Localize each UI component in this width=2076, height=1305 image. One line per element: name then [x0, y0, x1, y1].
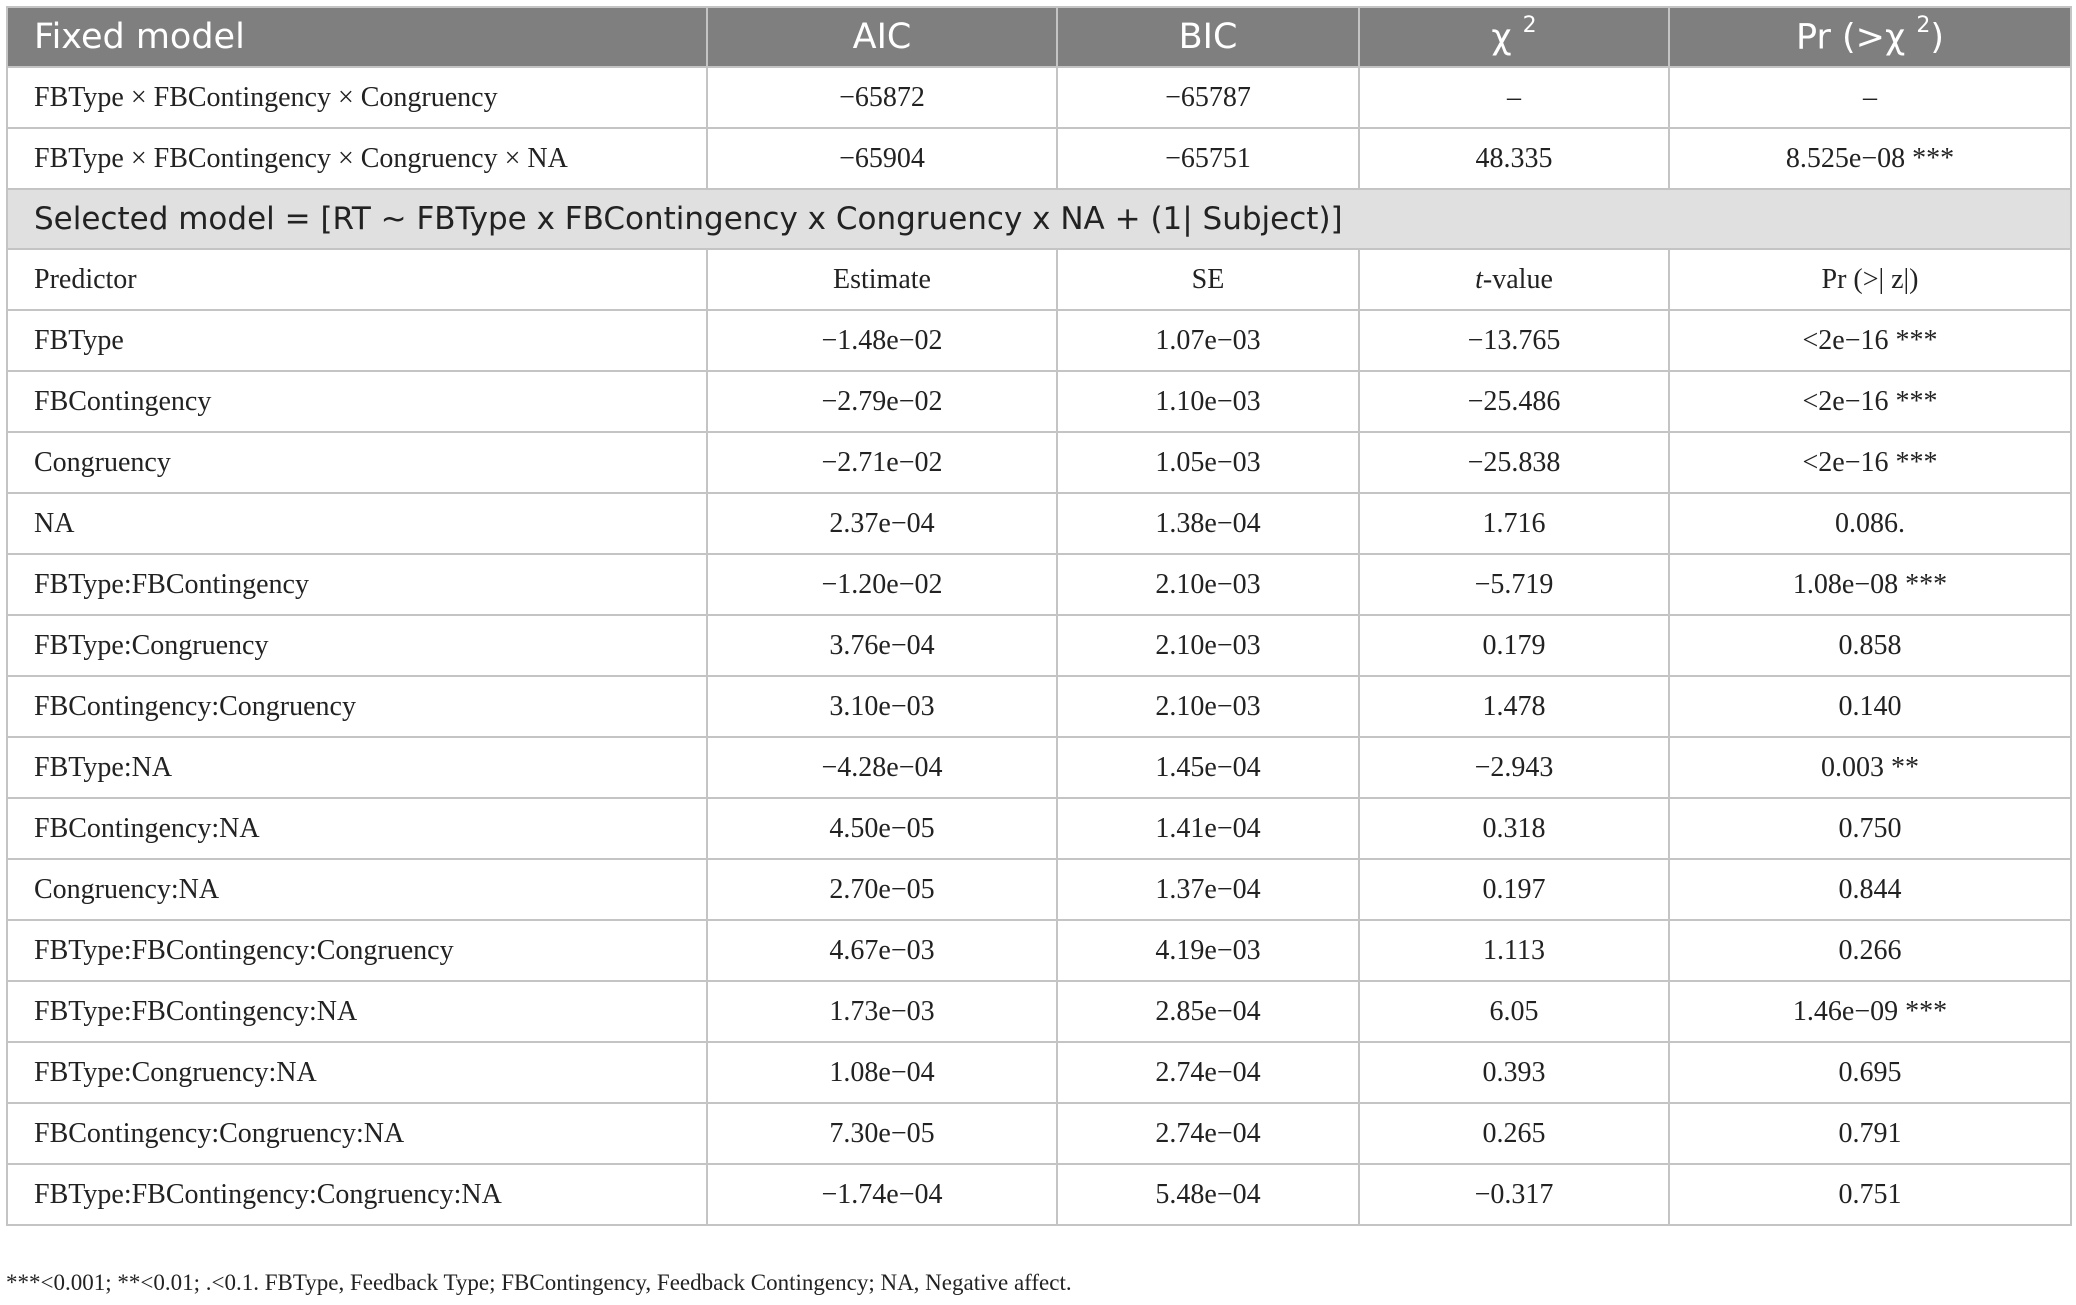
results-table-container — [6, 6, 2070, 1226]
predictor-pr: 0.858 — [1669, 615, 2071, 676]
fixed-model-bic: −65787 — [1057, 67, 1359, 128]
table-row — [7, 615, 2071, 676]
predictor-pr: <2e−16 *** — [1669, 432, 2071, 493]
header-pr-suffix: ) — [1930, 17, 1944, 58]
header-pr-chi-square — [1669, 7, 2071, 67]
fixed-model-aic: −65904 — [707, 128, 1057, 189]
predictor-pr: <2e−16 *** — [1669, 310, 2071, 371]
table-row — [7, 128, 2071, 189]
predictor-pr: 0.086. — [1669, 493, 2071, 554]
predictor-t-value: 0.265 — [1359, 1103, 1669, 1164]
header-chi-square — [1359, 7, 1669, 67]
predictor-estimate: 2.37e−04 — [707, 493, 1057, 554]
table-row — [7, 432, 2071, 493]
predictor-t-value: 1.716 — [1359, 493, 1669, 554]
fixed-model-pr: – — [1669, 67, 2071, 128]
table-row — [7, 1103, 2071, 1164]
predictor-estimate: −2.71e−02 — [707, 432, 1057, 493]
predictor-rows — [7, 310, 2071, 1225]
predictor-pr: 0.750 — [1669, 798, 2071, 859]
predictor-se: 2.10e−03 — [1057, 615, 1359, 676]
predictor-se: 1.45e−04 — [1057, 737, 1359, 798]
header-chi-symbol: χ — [1491, 17, 1512, 58]
table-row — [7, 67, 2071, 128]
table-row — [7, 554, 2071, 615]
predictor-estimate: −4.28e−04 — [707, 737, 1057, 798]
header-bic: BIC — [1057, 7, 1359, 67]
predictor-name: FBType:NA — [7, 737, 707, 798]
fixed-model-chi2: 48.335 — [1359, 128, 1669, 189]
predictor-name: FBType:Congruency:NA — [7, 1042, 707, 1103]
predictor-t-value: 0.318 — [1359, 798, 1669, 859]
table-row — [7, 981, 2071, 1042]
predictor-estimate: 3.10e−03 — [707, 676, 1057, 737]
predictor-t-value: −2.943 — [1359, 737, 1669, 798]
table-row — [7, 1164, 2071, 1225]
table-row — [7, 920, 2071, 981]
predictor-t-value: −25.838 — [1359, 432, 1669, 493]
predictor-name: FBType:FBContingency — [7, 554, 707, 615]
predictor-pr: <2e−16 *** — [1669, 371, 2071, 432]
predictor-se: 4.19e−03 — [1057, 920, 1359, 981]
predictor-estimate: 4.67e−03 — [707, 920, 1057, 981]
predictor-pr: 1.08e−08 *** — [1669, 554, 2071, 615]
predictor-pr: 0.140 — [1669, 676, 2071, 737]
fixed-model-aic: −65872 — [707, 67, 1057, 128]
predictor-estimate: 7.30e−05 — [707, 1103, 1057, 1164]
predictor-name: NA — [7, 493, 707, 554]
fixed-model-chi2: – — [1359, 67, 1669, 128]
predictor-t-value: 0.197 — [1359, 859, 1669, 920]
predictor-t-value: 0.393 — [1359, 1042, 1669, 1103]
table-row — [7, 676, 2071, 737]
predictor-estimate: −1.74e−04 — [707, 1164, 1057, 1225]
predictor-estimate: −2.79e−02 — [707, 371, 1057, 432]
header-pr-prefix: Pr (>χ — [1795, 17, 1906, 58]
table-row — [7, 493, 2071, 554]
predictor-pr: 0.791 — [1669, 1103, 2071, 1164]
fixed-model-name: FBType × FBContingency × Congruency — [7, 67, 707, 128]
table-row — [7, 371, 2071, 432]
predictor-name: FBContingency:NA — [7, 798, 707, 859]
predictor-se: 1.41e−04 — [1057, 798, 1359, 859]
predictor-estimate: 4.50e−05 — [707, 798, 1057, 859]
predictor-t-value: −13.765 — [1359, 310, 1669, 371]
predictor-pr: 1.46e−09 *** — [1669, 981, 2071, 1042]
predictor-t-value: 6.05 — [1359, 981, 1669, 1042]
table-row — [7, 798, 2071, 859]
predictor-name: FBContingency:Congruency — [7, 676, 707, 737]
t-value-header — [1359, 249, 1669, 310]
predictor-se: 2.74e−04 — [1057, 1042, 1359, 1103]
predictor-se: 2.85e−04 — [1057, 981, 1359, 1042]
predictor-se: 1.37e−04 — [1057, 859, 1359, 920]
estimate-header: Estimate — [707, 249, 1057, 310]
predictor-se: 2.10e−03 — [1057, 554, 1359, 615]
t-italic: t — [1475, 263, 1483, 295]
predictor-estimate: 1.73e−03 — [707, 981, 1057, 1042]
predictor-estimate: −1.20e−02 — [707, 554, 1057, 615]
predictor-se: 1.38e−04 — [1057, 493, 1359, 554]
se-header: SE — [1057, 249, 1359, 310]
predictor-t-value: −5.719 — [1359, 554, 1669, 615]
predictor-estimate: 3.76e−04 — [707, 615, 1057, 676]
predictor-pr: 0.266 — [1669, 920, 2071, 981]
header-aic: AIC — [707, 7, 1057, 67]
predictor-name: FBType — [7, 310, 707, 371]
predictor-estimate: −1.48e−02 — [707, 310, 1057, 371]
predictor-t-value: 0.179 — [1359, 615, 1669, 676]
table-row — [7, 1042, 2071, 1103]
fixed-model-bic: −65751 — [1057, 128, 1359, 189]
predictor-name: FBContingency:Congruency:NA — [7, 1103, 707, 1164]
t-rest: -value — [1482, 263, 1553, 295]
predictor-name: FBType:FBContingency:NA — [7, 981, 707, 1042]
selected-model-formula: Selected model = [RT ∼ FBType x FBContingency x Congruency x NA + (1| Subject)] — [7, 189, 2071, 249]
model-results-table — [6, 6, 2072, 1226]
predictor-se: 5.48e−04 — [1057, 1164, 1359, 1225]
predictor-se: 1.05e−03 — [1057, 432, 1359, 493]
predictor-se: 1.07e−03 — [1057, 310, 1359, 371]
predictor-name: FBContingency — [7, 371, 707, 432]
table-row — [7, 737, 2071, 798]
predictor-t-value: 1.478 — [1359, 676, 1669, 737]
fixed-model-name: FBType × FBContingency × Congruency × NA — [7, 128, 707, 189]
table-row — [7, 310, 2071, 371]
table-row — [7, 859, 2071, 920]
selected-model-row — [7, 189, 2071, 249]
predictor-estimate: 1.08e−04 — [707, 1042, 1057, 1103]
predictor-name: FBType:FBContingency:Congruency — [7, 920, 707, 981]
predictor-pr: 0.695 — [1669, 1042, 2071, 1103]
predictor-header: Predictor — [7, 249, 707, 310]
header-fixed-model: Fixed model — [7, 7, 707, 67]
predictor-t-value: −0.317 — [1359, 1164, 1669, 1225]
predictor-name: Congruency — [7, 432, 707, 493]
pr-z-header: Pr (>| z|) — [1669, 249, 2071, 310]
header-chi-superscript: 2 — [1522, 12, 1537, 38]
table-footnote: ***<0.001; **<0.01; .<0.1. FBType, Feedback Type; FBContingency, Feedback Contingency; NA, Negative affect. — [6, 1270, 1072, 1295]
predictor-name: FBType:FBContingency:Congruency:NA — [7, 1164, 707, 1225]
predictor-se: 1.10e−03 — [1057, 371, 1359, 432]
predictor-se: 2.74e−04 — [1057, 1103, 1359, 1164]
predictor-pr: 0.844 — [1669, 859, 2071, 920]
predictor-name: FBType:Congruency — [7, 615, 707, 676]
predictor-t-value: 1.113 — [1359, 920, 1669, 981]
header-pr-superscript: 2 — [1916, 12, 1931, 38]
fixed-model-pr: 8.525e−08 *** — [1669, 128, 2071, 189]
predictor-t-value: −25.486 — [1359, 371, 1669, 432]
predictor-se: 2.10e−03 — [1057, 676, 1359, 737]
predictor-pr: 0.003 ** — [1669, 737, 2071, 798]
predictor-name: Congruency:NA — [7, 859, 707, 920]
predictor-pr: 0.751 — [1669, 1164, 2071, 1225]
predictor-estimate: 2.70e−05 — [707, 859, 1057, 920]
table-header-row — [7, 7, 2071, 67]
predictor-header-row — [7, 249, 2071, 310]
